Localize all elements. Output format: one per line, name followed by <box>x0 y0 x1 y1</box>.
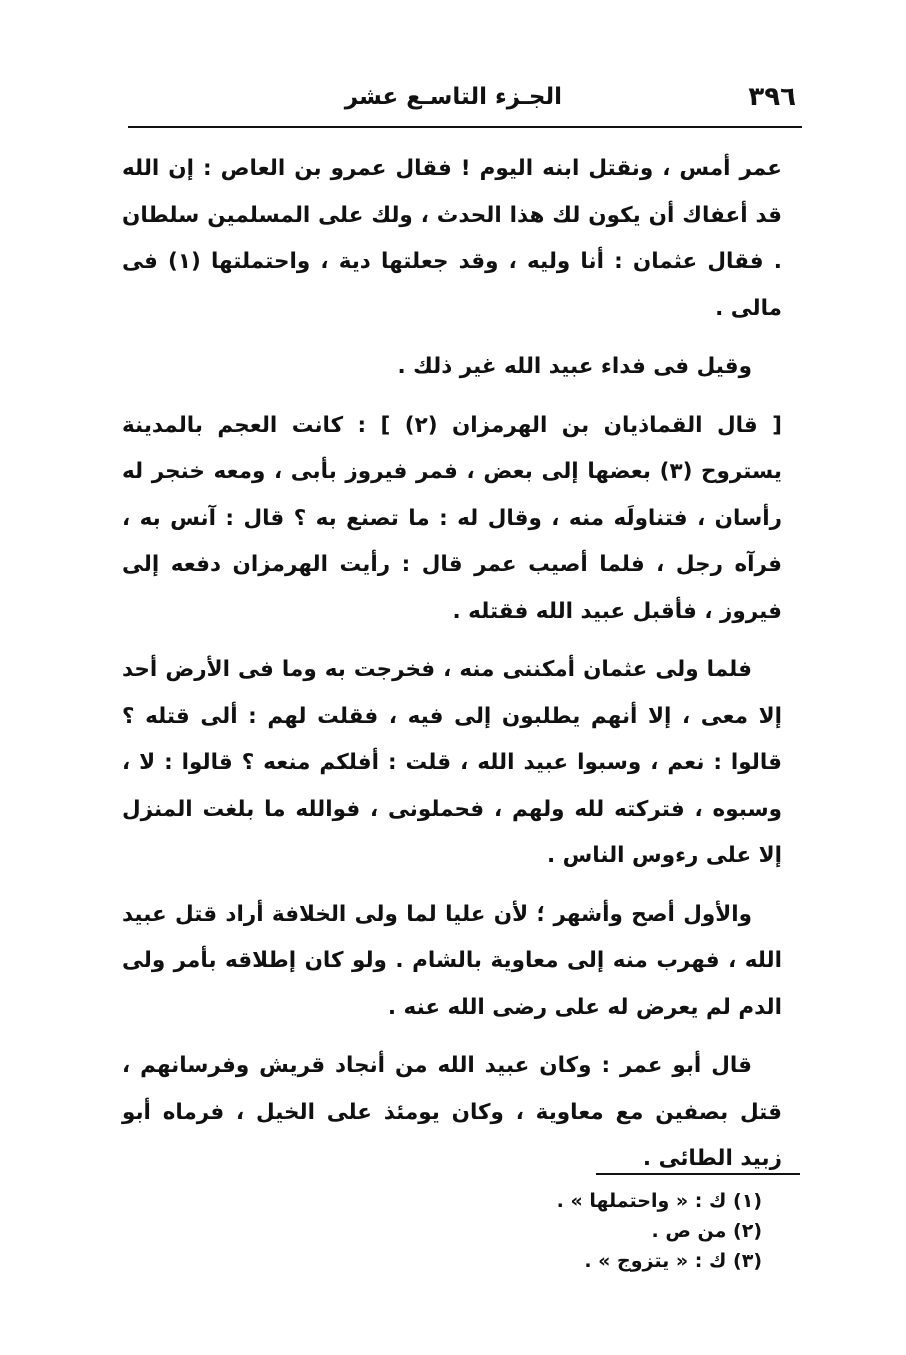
page-header <box>128 82 796 118</box>
paragraph-2: وقيل فى فداء عبيد الله غير ذلك . <box>397 354 752 379</box>
footnote-1: (١) ك : « واحتملها » . <box>556 1190 762 1212</box>
paragraph-5: والأول أصح وأشهر ؛ لأن عليا لما ولى الخلافة أراد قتل عبيد الله ، فهرب منه إلى معاوية بالشام . ولو كان إطلاقه بأمر ولى الدم لم يعرض له على رضى الله عنه . <box>122 901 782 1020</box>
footnote-2: (٢) من ص . <box>651 1220 762 1242</box>
page-number: ٣٩٦ <box>748 82 796 112</box>
header-rule <box>128 126 802 128</box>
footnotes <box>462 1186 762 1276</box>
footnote-rule <box>596 1173 800 1175</box>
body-text <box>122 146 782 1195</box>
paragraph-3: [ قال القماذيان بن الهرمزان (٢) ] : كانت العجم بالمدينة يستروح (٣) بعضها إلى بعض ، فمر فيروز بأبى ، ومعه خنجر له رأسان ، فتناولَه منه ، وقال له : ما تصنع به ؟ قال : آنس به ، فرآه رجل ، فلما أصيب عمر قال : رأيت الهرمزان دفعه إلى فيروز ، فأقبل عبيد الله فقتله . <box>122 412 782 624</box>
running-title: الجـزء التاسـع عشر <box>344 84 562 110</box>
paragraph-4: فلما ولى عثمان أمكننى منه ، فخرجت به وما فى الأرض أحد إلا معى ، إلا أنهم يطلبون إلى فيه ، فقلت لهم : ألى قتله ؟ قالوا : نعم ، وسبوا عبيد الله ، قلت : أفلكم منعه ؟ قالوا : لا ، وسبوه ، فتركته لله ولهم ، فحملونى ، فوالله ما بلغت المنزل إلا على رءوس الناس . <box>122 657 782 868</box>
footnote-3: (٣) ك : « يتزوج » . <box>584 1250 762 1272</box>
paragraph-1: عمر أمس ، ونقتل ابنه اليوم ! فقال عمرو بن العاص : إن الله قد أعفاك أن يكون لك هذا الحدث ، ولك على المسلمين سلطان . فقال عثمان : أنا وليه ، وقد جعلتها دية ، واحتملتها (١) فى مالى . <box>122 156 782 321</box>
paragraph-6: قال أبو عمر : وكان عبيد الله من أنجاد قريش وفرسانهم ، قتل بصفين مع معاوية ، وكان يومئذ على الخيل ، فرماه أبو زبيد الطائى . <box>122 1053 782 1171</box>
